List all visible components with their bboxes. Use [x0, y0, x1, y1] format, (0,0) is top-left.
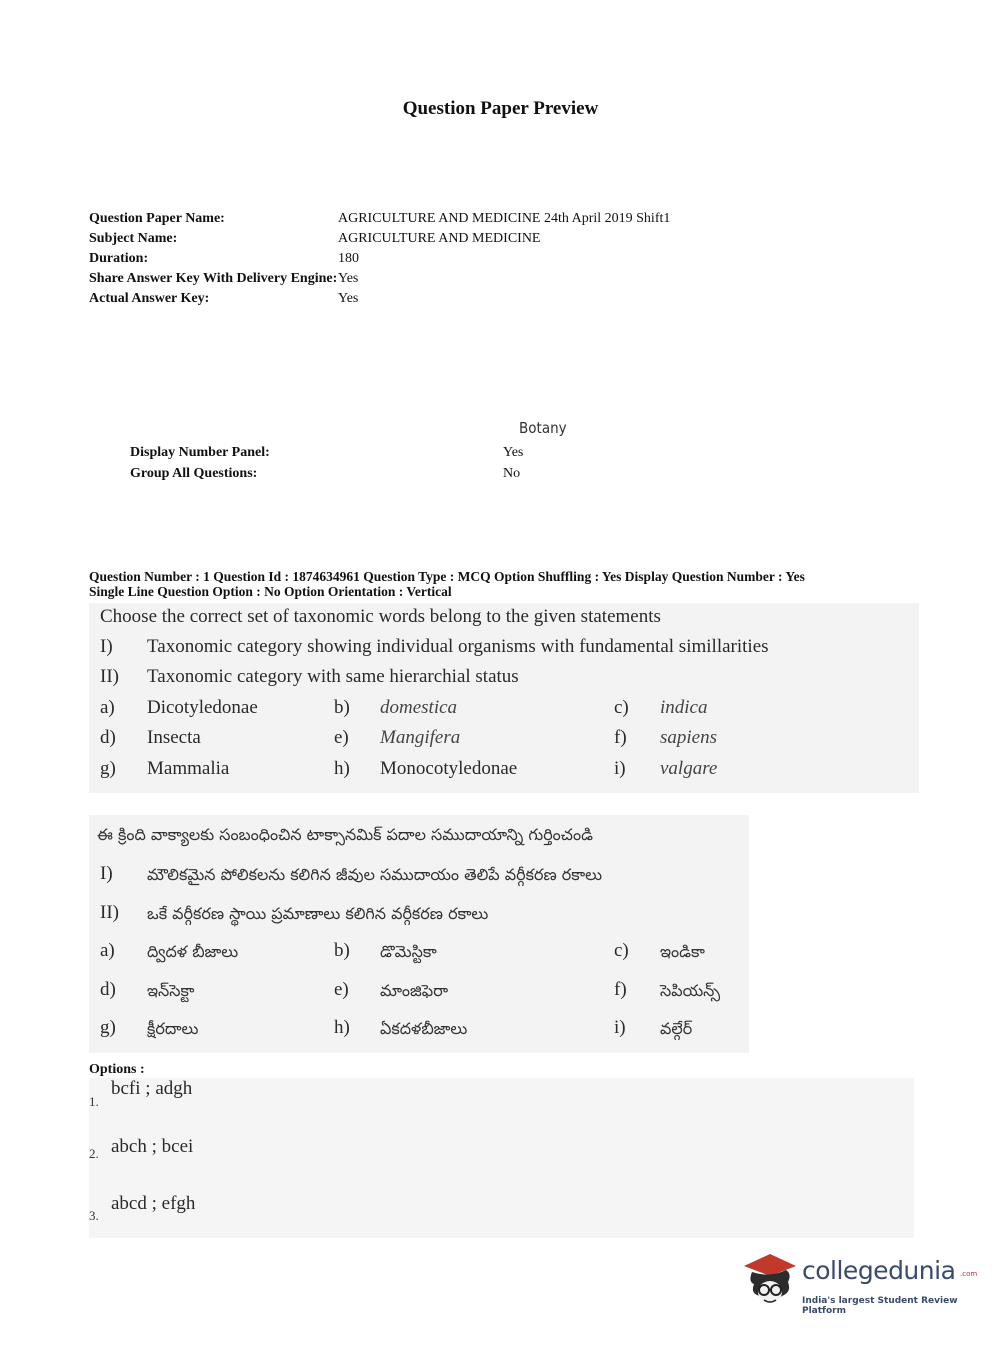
detail-label: Share Answer Key With Delivery Engine:	[89, 271, 338, 286]
logo-suffix: .com	[960, 1270, 978, 1278]
section-value: No	[503, 466, 521, 481]
collegedunia-logo	[740, 1248, 978, 1318]
item-key: f)	[614, 727, 627, 748]
item-text-telugu: వల్గేర్	[660, 1019, 693, 1038]
item-text-telugu: డొమెస్టికా	[380, 942, 437, 961]
options-list	[89, 1078, 914, 1238]
item-key: d)	[100, 727, 116, 748]
section-details	[130, 445, 730, 487]
detail-value: Yes	[338, 271, 359, 286]
detail-label: Subject Name:	[89, 231, 178, 246]
item-text-telugu: ఏకదళబీజాలు	[380, 1019, 468, 1038]
item-text-telugu: సెపియన్స్	[660, 981, 721, 1000]
item-text-telugu: క్షీరదాలు	[147, 1019, 199, 1038]
item-text: valgare	[660, 758, 718, 779]
item-text: domestica	[380, 697, 458, 718]
statement-number: I)	[100, 636, 113, 657]
option-text[interactable]: bcfi ; adgh	[111, 1078, 193, 1099]
detail-label: Duration:	[89, 251, 149, 266]
item-key: g)	[100, 1017, 116, 1038]
detail-value: AGRICULTURE AND MEDICINE 24th April 2019 Shift1	[338, 211, 671, 226]
section-name: Botany	[519, 419, 567, 437]
item-text-telugu: ద్విదళ బీజాలు	[147, 942, 239, 961]
statement-number: I)	[100, 863, 113, 884]
item-key: f)	[614, 979, 627, 1000]
item-key: d)	[100, 979, 116, 1000]
item-key: c)	[614, 940, 629, 961]
statement-number: II)	[100, 666, 119, 687]
detail-value: Yes	[338, 291, 359, 306]
detail-value: AGRICULTURE AND MEDICINE	[338, 231, 541, 246]
section-label: Group All Questions:	[130, 466, 258, 481]
statement-number: II)	[100, 902, 119, 923]
question-header-line1: Question Number : 1 Question Id : 1874634961 Question Type : MCQ Option Shuffling : Yes Display Question Number : Yes	[89, 569, 805, 584]
question-english	[89, 603, 919, 793]
section-row	[130, 466, 730, 481]
item-key: e)	[334, 727, 349, 748]
item-key: g)	[100, 758, 116, 779]
item-text: Mangifera	[380, 727, 461, 748]
item-text: indica	[660, 697, 708, 718]
item-key: h)	[334, 1017, 350, 1038]
item-text: Insecta	[147, 727, 201, 748]
detail-value: 180	[338, 251, 359, 266]
detail-row	[89, 291, 889, 306]
statement-text-telugu: ఒకే వర్గీకరణ స్థాయి ప్రమాణాలు కలిగిన వర్గీకరణ రకాలు	[147, 904, 489, 923]
detail-label: Actual Answer Key:	[89, 291, 210, 306]
logo-name: collegedunia	[802, 1256, 956, 1285]
item-text-telugu: ఇన్‌సెక్టా	[147, 981, 195, 1000]
item-text: Mammalia	[147, 758, 230, 779]
detail-row	[89, 231, 889, 246]
page-title: Question Paper Preview	[402, 98, 599, 119]
item-key: b)	[334, 940, 350, 961]
item-key: a)	[100, 697, 115, 718]
detail-row	[89, 211, 889, 226]
option-text[interactable]: abcd ; efgh	[111, 1193, 196, 1214]
item-text: Monocotyledonae	[380, 758, 518, 779]
question-stem-telugu: ఈ క్రింది వాక్యాలకు సంబంధించిన టాక్సానమిక్ పదాల సముదాయాన్ని గుర్తించండి	[97, 825, 593, 844]
item-key: e)	[334, 979, 349, 1000]
option-number: 1.	[89, 1094, 99, 1109]
option-text[interactable]: abch ; bcei	[111, 1136, 194, 1157]
item-text-telugu: ఇండికా	[660, 942, 705, 961]
item-key: c)	[614, 697, 629, 718]
statement-text-telugu: మౌలికమైన పోలికలను కలిగిన జీవుల సముదాయం తెలిపే వర్గీకరణ రకాలు	[147, 865, 603, 884]
question-header-line2: Single Line Question Option : No Option Orientation : Vertical	[89, 584, 452, 599]
section-row	[130, 445, 730, 460]
options-heading: Options :	[89, 1062, 145, 1077]
detail-label: Question Paper Name:	[89, 211, 225, 226]
statement-text: Taxonomic category showing individual organisms with fundamental simillarities	[147, 636, 769, 657]
section-label: Display Number Panel:	[130, 445, 270, 460]
item-key: a)	[100, 940, 115, 961]
question-stem: Choose the correct set of taxonomic words belong to the given statements	[100, 606, 661, 627]
item-key: i)	[614, 758, 626, 779]
item-key: h)	[334, 758, 350, 779]
option-number: 2.	[89, 1146, 99, 1161]
item-key: i)	[614, 1017, 626, 1038]
section-value: Yes	[503, 445, 524, 460]
item-text: sapiens	[660, 727, 717, 748]
logo-tagline: India's largest Student Review Platform	[802, 1296, 958, 1316]
paper-details	[89, 211, 889, 311]
question-telugu	[89, 815, 749, 1053]
detail-row	[89, 251, 889, 266]
item-key: b)	[334, 697, 350, 718]
detail-row	[89, 271, 889, 286]
mascot-icon	[740, 1248, 800, 1314]
option-number: 3.	[89, 1208, 99, 1223]
item-text: Dicotyledonae	[147, 697, 258, 718]
statement-text: Taxonomic category with same hierarchial status	[147, 666, 519, 687]
question-header	[89, 569, 969, 599]
item-text-telugu: మాంజిఫెరా	[380, 981, 449, 1000]
